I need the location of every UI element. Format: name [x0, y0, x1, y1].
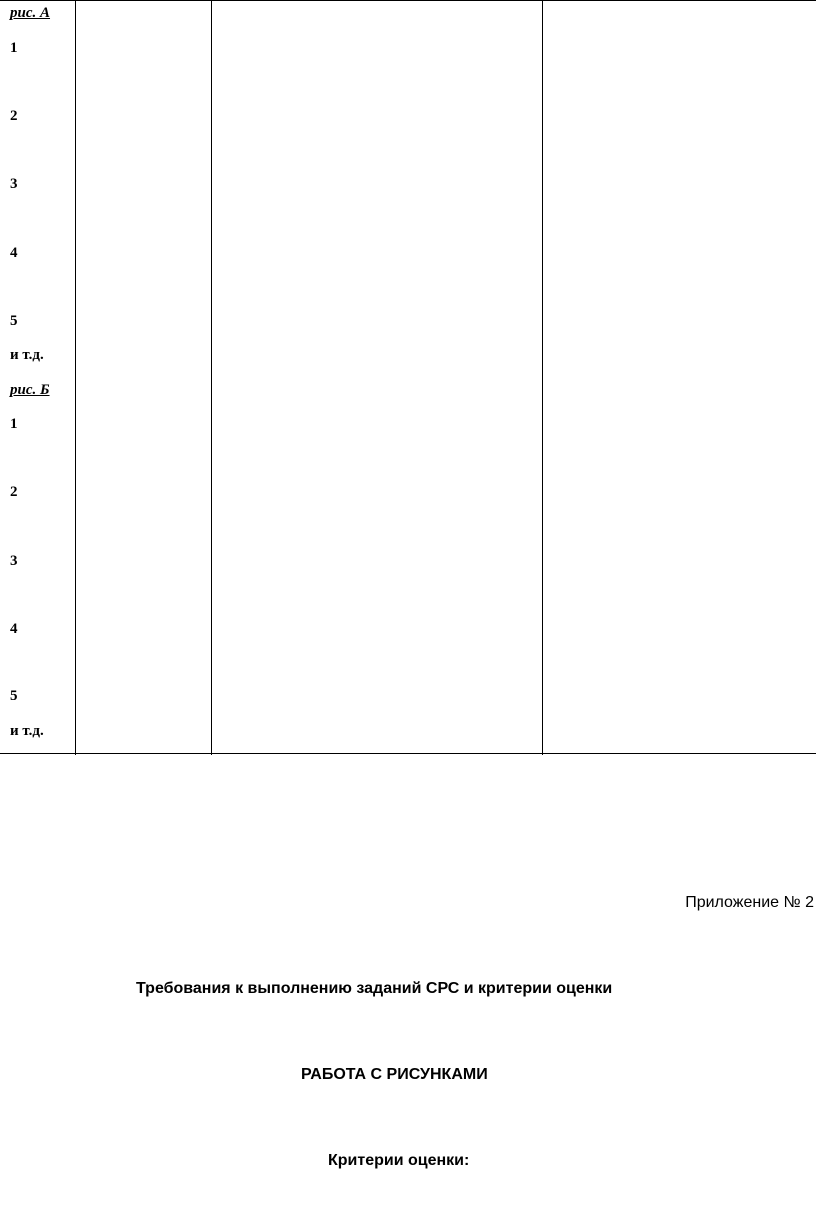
criteria-title: Критерии оценки:	[328, 1152, 470, 1169]
requirements-heading: Требования к выполнению заданий СРС и критерии оценки	[136, 980, 613, 997]
figure-a-more: и т.д.	[10, 347, 44, 363]
figure-a-item-5: 5	[10, 313, 18, 329]
figure-a-item-3: 3	[10, 176, 18, 192]
figure-b-item-4: 4	[10, 621, 18, 637]
column-divider	[542, 1, 543, 755]
column-divider	[75, 1, 76, 755]
figure-b-header: рис. Б	[10, 382, 50, 398]
column-divider	[211, 1, 212, 755]
figure-b-item-3: 3	[10, 553, 18, 569]
figure-a-header: рис. А	[10, 5, 51, 21]
figure-a-item-1: 1	[10, 40, 18, 56]
section-title: РАБОТА С РИСУНКАМИ	[301, 1066, 488, 1083]
figure-a-item-4: 4	[10, 245, 18, 261]
figure-b-item-5: 5	[10, 688, 18, 704]
figure-a-item-2: 2	[10, 108, 18, 124]
figure-b-more: и т.д.	[10, 723, 44, 739]
figure-b-item-1: 1	[10, 416, 18, 432]
appendix-label: Приложение № 2	[685, 894, 814, 911]
figure-b-item-2: 2	[10, 484, 18, 500]
